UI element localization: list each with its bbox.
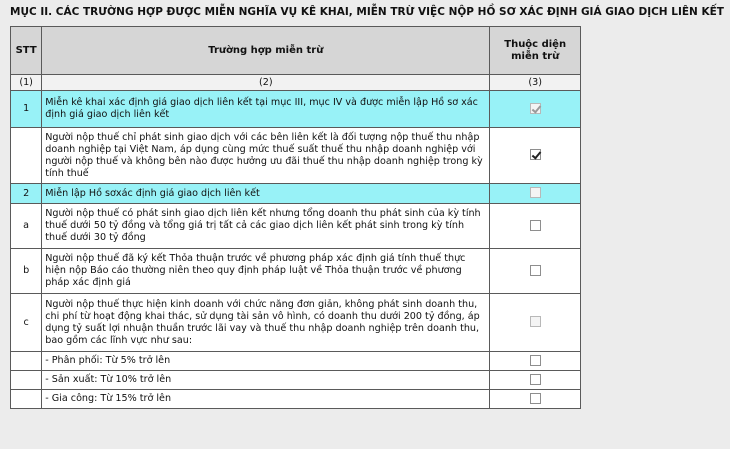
- row-text: Người nộp thuế chỉ phát sinh giao dịch với các bên liên kết là đối tượng nộp thuế thu nhập doanh nghiệp tại Việt Nam, áp dụng cùng mức thuế suất thuế thu nhập doanh nghiệp với người nộp thuế và không bên nào được hưởng ưu đãi thuế thu nhập doanh nghiệp trong kỳ tính thuế: [42, 128, 490, 184]
- exemption-checkbox[interactable]: [530, 103, 541, 114]
- row-checkbox-cell: [490, 128, 581, 184]
- row-stt: [11, 352, 42, 371]
- row-stt: 1: [11, 91, 42, 128]
- column-number: (1): [11, 75, 42, 91]
- exemption-checkbox[interactable]: [530, 149, 541, 160]
- row-text: Người nộp thuế có phát sinh giao dịch liên kết nhưng tổng doanh thu phát sinh của kỳ tính thuế dưới 50 tỷ đồng và tổng giá trị tất cả các giao dịch liên kết phát sinh trong kỳ tính thuế dưới 30 tỷ đồng: [42, 204, 490, 249]
- row-stt: [11, 390, 42, 409]
- row-checkbox-cell: [490, 204, 581, 249]
- row-stt: 2: [11, 184, 42, 204]
- exemption-checkbox[interactable]: [530, 316, 541, 327]
- row-stt: b: [11, 249, 42, 294]
- table-row: [11, 204, 581, 249]
- row-text: Miễn lập Hồ sơxác định giá giao dịch liên kết: [42, 184, 490, 204]
- exemption-checkbox[interactable]: [530, 265, 541, 276]
- row-checkbox-cell: [490, 352, 581, 371]
- table-row: [11, 352, 581, 371]
- table-row: [11, 371, 581, 390]
- row-checkbox-cell: [490, 249, 581, 294]
- exemption-checkbox[interactable]: [530, 355, 541, 366]
- exemption-checkbox[interactable]: [530, 374, 541, 385]
- row-text: - Sản xuất: Từ 10% trở lên: [42, 371, 490, 390]
- row-text: Người nộp thuế thực hiện kinh doanh với chức năng đơn giản, không phát sinh doanh thu, chi phí từ hoạt động khai thác, sử dụng tài sản vô hình, có doanh thu dưới 200 tỷ đồng, áp dụng tỷ suất lợi nhuận thuần trước lãi vay và thuế thu nhập doanh nghiệp trên doanh thu, bao gồm các lĩnh vực như sau:: [42, 294, 490, 352]
- header-exemption-case: Trường hợp miễn trừ: [42, 27, 490, 75]
- row-stt: [11, 128, 42, 184]
- row-checkbox-cell: [490, 390, 581, 409]
- row-stt: c: [11, 294, 42, 352]
- column-number: (3): [490, 75, 581, 91]
- table-row: [11, 128, 581, 184]
- row-stt: a: [11, 204, 42, 249]
- exemption-checkbox[interactable]: [530, 220, 541, 231]
- table-row: [11, 184, 581, 204]
- header-stt: STT: [11, 27, 42, 75]
- row-checkbox-cell: [490, 184, 581, 204]
- row-checkbox-cell: [490, 371, 581, 390]
- exemption-checkbox[interactable]: [530, 393, 541, 404]
- exemption-table: [10, 26, 581, 409]
- row-stt: [11, 371, 42, 390]
- table-row: [11, 294, 581, 352]
- exemption-checkbox[interactable]: [530, 187, 541, 198]
- header-applies-line1: Thuộc diện: [504, 38, 567, 50]
- table-row: [11, 390, 581, 409]
- row-text: - Phân phối: Từ 5% trở lên: [42, 352, 490, 371]
- table-row: [11, 249, 581, 294]
- row-text: - Gia công: Từ 15% trở lên: [42, 390, 490, 409]
- row-text: Người nộp thuế đã ký kết Thỏa thuận trước về phương pháp xác định giá tính thuế thực hiện nộp Báo cáo thường niên theo quy định pháp luật về Thỏa thuận trước về phương pháp xác định giá: [42, 249, 490, 294]
- table-row: [11, 91, 581, 128]
- row-text: Miễn kê khai xác định giá giao dịch liên kết tại mục III, mục IV và được miễn lập Hồ sơ xác định giá giao dịch liên kết: [42, 91, 490, 128]
- column-number: (2): [42, 75, 490, 91]
- row-checkbox-cell: [490, 91, 581, 128]
- header-applies-line2: miễn trừ: [511, 50, 560, 62]
- header-applies: [490, 27, 581, 75]
- column-number-row: [11, 75, 581, 91]
- section-title: MỤC II. CÁC TRƯỜNG HỢP ĐƯỢC MIỄN NGHĨA VỤ KÊ KHAI, MIỄN TRỪ VIỆC NỘP HỒ SƠ XÁC ĐỊNH GIÁ GIAO DỊCH LIÊN KẾT: [10, 6, 724, 18]
- row-checkbox-cell: [490, 294, 581, 352]
- table-header-row: [11, 27, 581, 75]
